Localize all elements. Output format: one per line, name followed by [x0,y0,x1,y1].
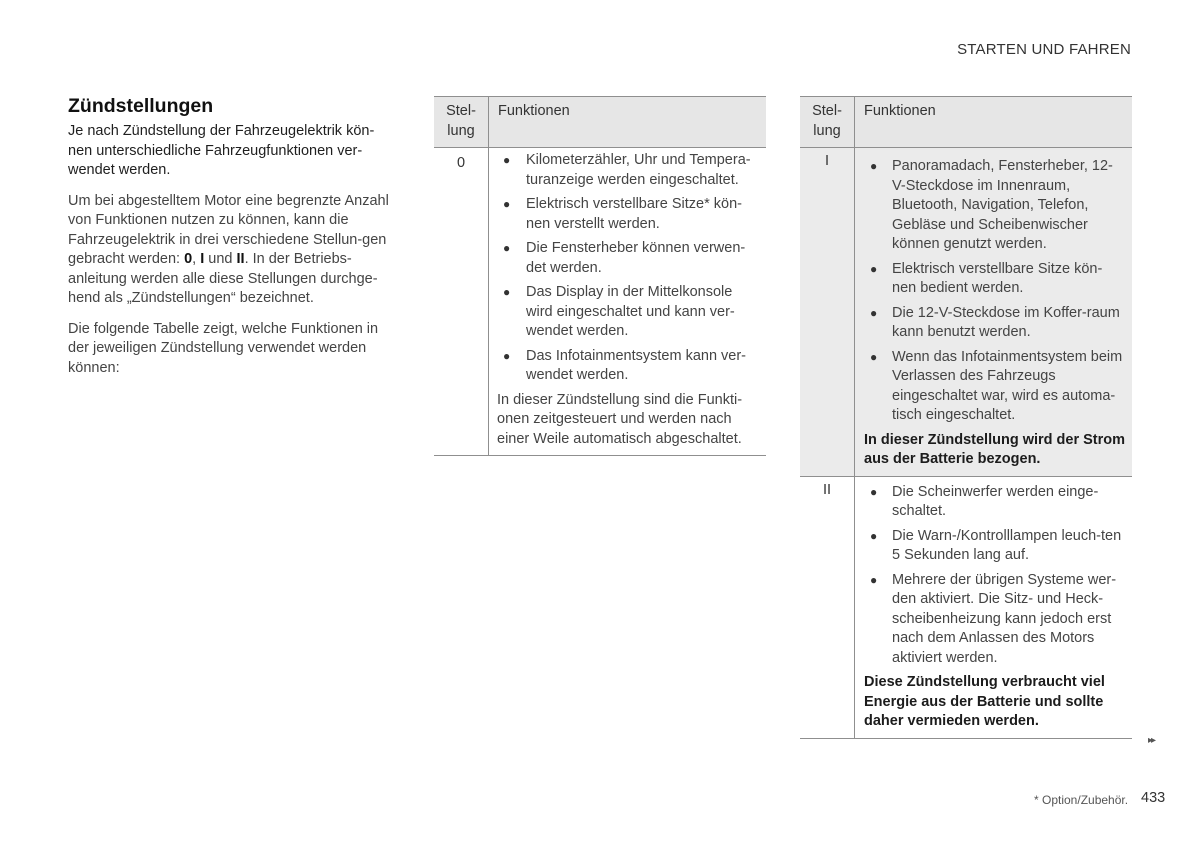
col-header-position: Stel-lung [434,97,489,148]
bullet-icon: ● [503,285,511,299]
list-item-text: Die Scheinwerfer werden einge-schaltet. [892,483,1099,519]
page-number: 433 [1141,790,1166,806]
function-list [497,151,760,386]
list-item-text: Das Display in der Mittelkonsole wird eingeschaltet und kann ver-wendet werden. [526,284,735,339]
position-cell: 0 [434,148,489,456]
list-item [864,304,1126,343]
bullet-icon: ● [870,305,878,320]
ignition-table-0 [434,96,766,456]
list-item-text: Panoramadach, Fensterheber, 12-V-Steckdose im Innenraum, Bluetooth, Navigation, Telefon, Gebläse und Scheibenwischer können genutzt werden. [892,158,1113,252]
row-note: Diese Zündstellung verbraucht viel Energie aus der Batterie und sollte daher vermieden werden. [864,674,1105,729]
list-item-text: Kilometerzähler, Uhr und Tempera-turanzeige werden eingeschaltet. [526,152,751,188]
bullet-icon: ● [503,197,511,211]
list-item-text: Mehrere der übrigen Systeme wer-den aktiviert. Die Sitz- und Heck-scheibenheizung kann jedoch erst nach dem Anlassen des Motors aktiviert werden. [892,571,1117,666]
ignition-table-1-2 [800,96,1132,739]
list-item-text: Die 12-V-Steckdose im Koffer-raum kann benutzt werden. [892,304,1120,340]
functions-cell [855,476,1133,738]
function-list [864,483,1126,669]
functions-cell [855,148,1133,477]
list-item-text: Die Warn-/Kontrolllampen leuch-ten 5 Sekunden lang auf. [892,527,1122,563]
list-item-text: Elektrisch verstellbare Sitze kön-nen bedient werden. [892,260,1103,296]
list-item [497,195,760,234]
bullet-icon: ● [503,153,511,167]
list-item [864,571,1126,669]
list-item-text: Das Infotainmentsystem kann ver-wendet werden. [526,347,747,383]
col-header-functions: Funktionen [489,97,767,148]
list-item [864,260,1126,299]
lead-paragraph: Je nach Zündstellung der Fahrzeugelektrik kön-nen unterschiedliche Fahrzeugfunktionen ver-wendet werden. [68,123,375,178]
col-header-functions: Funktionen [855,97,1133,148]
col-header-position: Stel-lung [800,97,855,148]
bullet-icon: ● [870,572,878,587]
list-item-text: Elektrisch verstellbare Sitze* kön-nen verstellt werden. [526,196,742,232]
running-header: STARTEN UND FAHREN [957,41,1131,58]
list-item [497,239,760,278]
continued-arrow-icon: ▸▸ [1148,735,1155,746]
row-note: In dieser Zündstellung sind die Funkti-onen zeitgesteuert und werden nach einer Weile automatisch abgeschaltet. [497,391,743,447]
bullet-icon: ● [503,241,511,255]
position-0-ref: 0 [184,251,193,267]
list-item-text: Die Fensterheber können verwen-det werden. [526,240,746,276]
bullet-icon: ● [870,528,878,543]
list-item [864,527,1126,566]
position-cell: II [800,476,855,738]
intro-text: Um bei abgestelltem Motor eine begrenzte Anzahl von Funktionen nutzen zu können, kann die Fahrzeugelektrik in drei verschiedene Stellun-gen gebracht werden: [68,192,389,267]
position-2-ref: II [236,251,245,267]
list-item [864,483,1126,522]
position-1-ref: I [200,251,205,267]
list-item [497,283,760,342]
section-title: Zündstellungen [68,95,214,117]
position-cell: I [800,148,855,477]
functions-cell [489,148,767,456]
intro-paragraph-2: Die folgende Tabelle zeigt, welche Funktionen in der jeweiligen Zündstellung verwendet werden können: [68,320,379,376]
intro-column [68,94,392,389]
list-item [497,151,760,190]
bullet-icon: ● [870,484,878,499]
bullet-icon: ● [870,261,878,276]
row-note: In dieser Zündstellung wird der Strom aus der Batterie bezogen. [864,431,1126,467]
intro-paragraph-1 [68,192,392,309]
bullet-icon: ● [870,349,878,364]
function-list [864,157,1126,426]
separator-text: und [204,251,237,267]
list-item-text: Wenn das Infotainmentsystem beim Verlassen des Fahrzeugs eingeschaltet war, wird es automa-tisch eingeschaltet. [892,348,1123,423]
list-item [864,348,1126,426]
separator-text: , [192,251,201,267]
footnote: * Option/Zubehör. [1034,793,1129,807]
intro-text-tail: . In der Betriebs-anleitung werden alle diese Stellungen durchge-hend als „Zündstellungen“ bezeichnet. [68,251,378,306]
list-item [497,347,760,386]
bullet-icon: ● [503,348,511,363]
bullet-icon: ● [870,159,878,173]
list-item [864,157,1126,255]
